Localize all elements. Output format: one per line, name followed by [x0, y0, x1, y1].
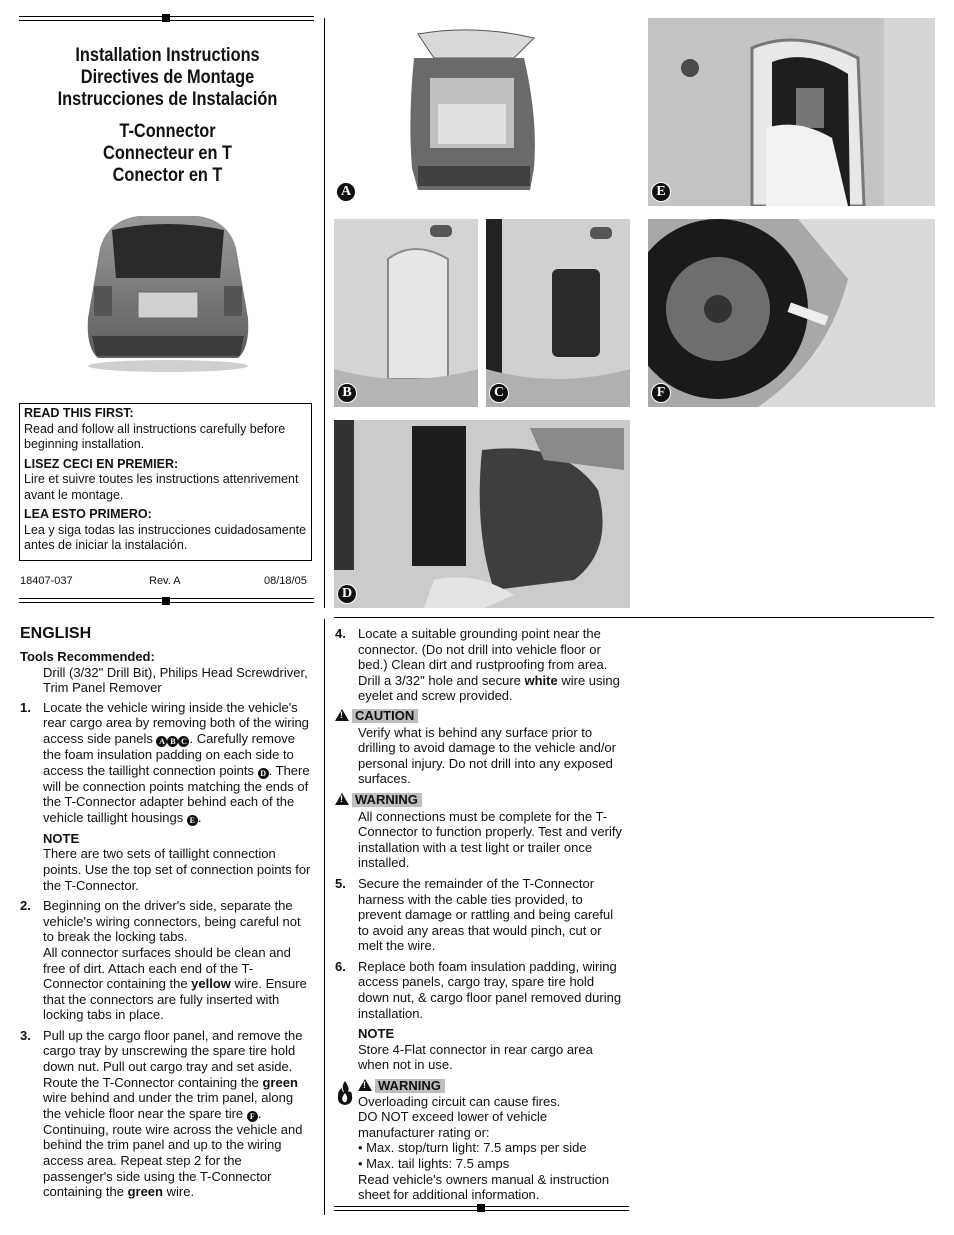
step-number: 3.	[20, 1027, 31, 1043]
english-heading: ENGLISH	[20, 625, 92, 642]
figure-f-ref: F	[247, 1111, 258, 1122]
read-first-heading-en: READ THIS FIRST:	[24, 406, 134, 420]
text-column-divider	[324, 619, 325, 1215]
step-text: wire. Ensure that the connectors are fully inserted with locking tabs in place.	[43, 976, 307, 1023]
step-text: .	[197, 809, 202, 825]
warning-line: • Max. stop/turn light: 7.5 amps per side	[358, 1140, 587, 1156]
note-label: NOTE	[358, 1026, 395, 1042]
step-text: . Carefully remove the foam insulation padding on each side to access the taillight connection points	[43, 730, 295, 778]
read-first-text-fr: Lire et suivre toutes les instructions attenrivement avant le montage.	[24, 472, 299, 502]
title-es: Instrucciones de Instalación	[57, 89, 278, 110]
warning-line: Overloading circuit can cause fires.	[358, 1093, 561, 1109]
step-text: Locate the vehicle wiring inside the vehicle's rear cargo area by removing both of the wiring access side panels	[43, 699, 309, 746]
warning-icon	[335, 793, 349, 805]
read-first-text-en: Read and follow all instructions carefully before beginning installation.	[24, 421, 286, 451]
figure-b-ref: B	[167, 736, 178, 747]
caution-icon	[335, 709, 349, 721]
warning-line: Read vehicle's owners manual & instruction sheet for additional information.	[358, 1171, 610, 1203]
english-left-column	[20, 624, 313, 1205]
caution-text: Verify what is behind any surface prior to drilling to avoid damage to the vehicle and/or personal injury. Do not drill into any exposed surfaces.	[358, 724, 616, 787]
figure-f-label: F	[651, 383, 671, 403]
tools-list: Drill (3/32" Drill Bit), Philips Head Screwdriver, Trim Panel Remover	[43, 664, 308, 696]
green-wire-label: green	[262, 1074, 298, 1090]
step-text: wire using eyelet and screw provided.	[358, 672, 620, 704]
yellow-wire-label: yellow	[191, 976, 231, 992]
figure-e-ref: E	[187, 815, 198, 826]
read-first-heading-es: LEA ESTO PRIMERO:	[24, 507, 152, 521]
warning-block-2	[335, 1078, 627, 1203]
english-right-column	[335, 626, 627, 1203]
step-text: Secure the remainder of the T-Connector harness with the cable ties provided, to prevent damage or rattling and being careful to avoid any areas that would pinch, cut or melt the wire.	[358, 875, 614, 954]
rule-marker	[477, 1204, 485, 1212]
white-wire-label: white	[524, 672, 558, 688]
figure-d-ref: D	[258, 768, 269, 779]
figure-b-photo	[334, 219, 478, 407]
step-4	[335, 626, 627, 704]
step-5	[335, 876, 627, 954]
step-text: wire.	[166, 1184, 195, 1200]
note-label: NOTE	[43, 830, 80, 846]
read-first-box	[19, 403, 312, 561]
note-text: Store 4-Flat connector in rear cargo area when not in use.	[358, 1041, 593, 1073]
vehicle-rear-photo	[78, 208, 258, 376]
step-text: Beginning on the driver's side, separate the vehicle's wiring connectors, being careful not to break the locking tabs.	[43, 898, 301, 945]
rule-marker	[162, 14, 170, 22]
step-text: . There will be connection points matching the ends of the T-Connector adapter behind each of the vehicle taillight housings	[43, 762, 310, 825]
revision: Rev. A	[149, 575, 181, 587]
title-en: Installation Instructions	[75, 45, 260, 66]
read-first-heading-fr: LISEZ CECI EN PREMIER:	[24, 456, 179, 471]
figure-c-ref: C	[178, 736, 189, 747]
warning-heading: WARNING	[375, 1079, 445, 1093]
step-1	[20, 700, 313, 826]
read-first-text-es: Lea y siga todas las instrucciones cuidadosamente antes de iniciar la instalación.	[24, 522, 307, 552]
column-divider	[324, 18, 325, 608]
warning-block-1	[335, 792, 627, 871]
warning-text: All connections must be complete for the T-Connector to function properly. Test and verify installation with a test light or trailer once installed.	[358, 808, 622, 871]
tools-heading: Tools Recommended:	[20, 649, 155, 664]
product-fr: Connecteur en T	[103, 143, 232, 164]
warning-heading: WARNING	[352, 793, 422, 807]
caution-heading: CAUTION	[352, 709, 418, 723]
part-number: 18407-037	[20, 575, 73, 587]
figure-e-photo	[648, 18, 935, 206]
step-text: Pull up the cargo floor panel, and remove the cargo tray by unscrewing the spare tire hold down nut. Pull out cargo tray and set aside. Route the T-Connector containing the	[43, 1027, 303, 1090]
step-6	[335, 959, 627, 1021]
figure-d-label: D	[337, 584, 357, 604]
warning-icon	[358, 1079, 372, 1091]
figure-b-label: B	[337, 383, 357, 403]
product-en: T-Connector	[119, 121, 216, 142]
product-es: Conector en T	[112, 165, 223, 186]
green-wire-label: green	[127, 1184, 163, 1200]
step-3	[20, 1028, 313, 1200]
note-heading	[20, 831, 313, 847]
figure-a-photo	[334, 18, 544, 206]
step-number: 6.	[335, 958, 346, 974]
figure-a-label: A	[336, 182, 356, 202]
caution-block	[335, 708, 627, 787]
figure-a-ref: A	[156, 736, 167, 747]
step-text: wire behind and under the trim panel, along the vehicle floor near the spare tire	[43, 1090, 294, 1121]
step-number: 5.	[335, 875, 346, 891]
note-text: There are two sets of taillight connection points. Use the top set of connection points for the T-Connector.	[43, 846, 311, 893]
step-number: 4.	[335, 626, 346, 641]
figure-d-photo	[334, 420, 630, 608]
warning-line: • Max. tail lights: 7.5 amps	[358, 1156, 510, 1171]
doc-date: 08/18/05	[264, 575, 307, 587]
step-text: Locate a suitable grounding point near the connector. (Do not drill into vehicle floor or bed.) Clean dirt and rustproofing from area. Drill a 3/32" hole and secure	[358, 626, 608, 688]
step-2	[20, 898, 313, 1023]
section-rule	[334, 617, 934, 618]
step-text: . Continuing, route wire across the vehicle and behind the trim panel and up to the wiring access area. Repeat step 2 for the passenger's side using the T-Connector containing the	[43, 1105, 303, 1200]
step-number: 2.	[20, 898, 31, 914]
rule-marker	[162, 597, 170, 605]
step-text: Replace both foam insulation padding, wiring access panels, cargo tray, spare tire hold down nut, & cargo floor panel removed during installation.	[358, 958, 622, 1021]
figure-c-photo	[486, 219, 630, 407]
fire-icon	[335, 1080, 355, 1106]
figure-e-label: E	[651, 182, 671, 202]
step-number: 1.	[20, 699, 31, 715]
figure-c-label: C	[489, 383, 509, 403]
title-fr: Directives de Montage	[80, 67, 255, 88]
step-text: All connector surfaces should be clean and free of dirt. Attach each end of the T-Connector containing the	[43, 944, 291, 992]
warning-line: DO NOT exceed lower of vehicle manufacturer rating or:	[358, 1109, 548, 1140]
figure-f-photo	[648, 219, 935, 407]
